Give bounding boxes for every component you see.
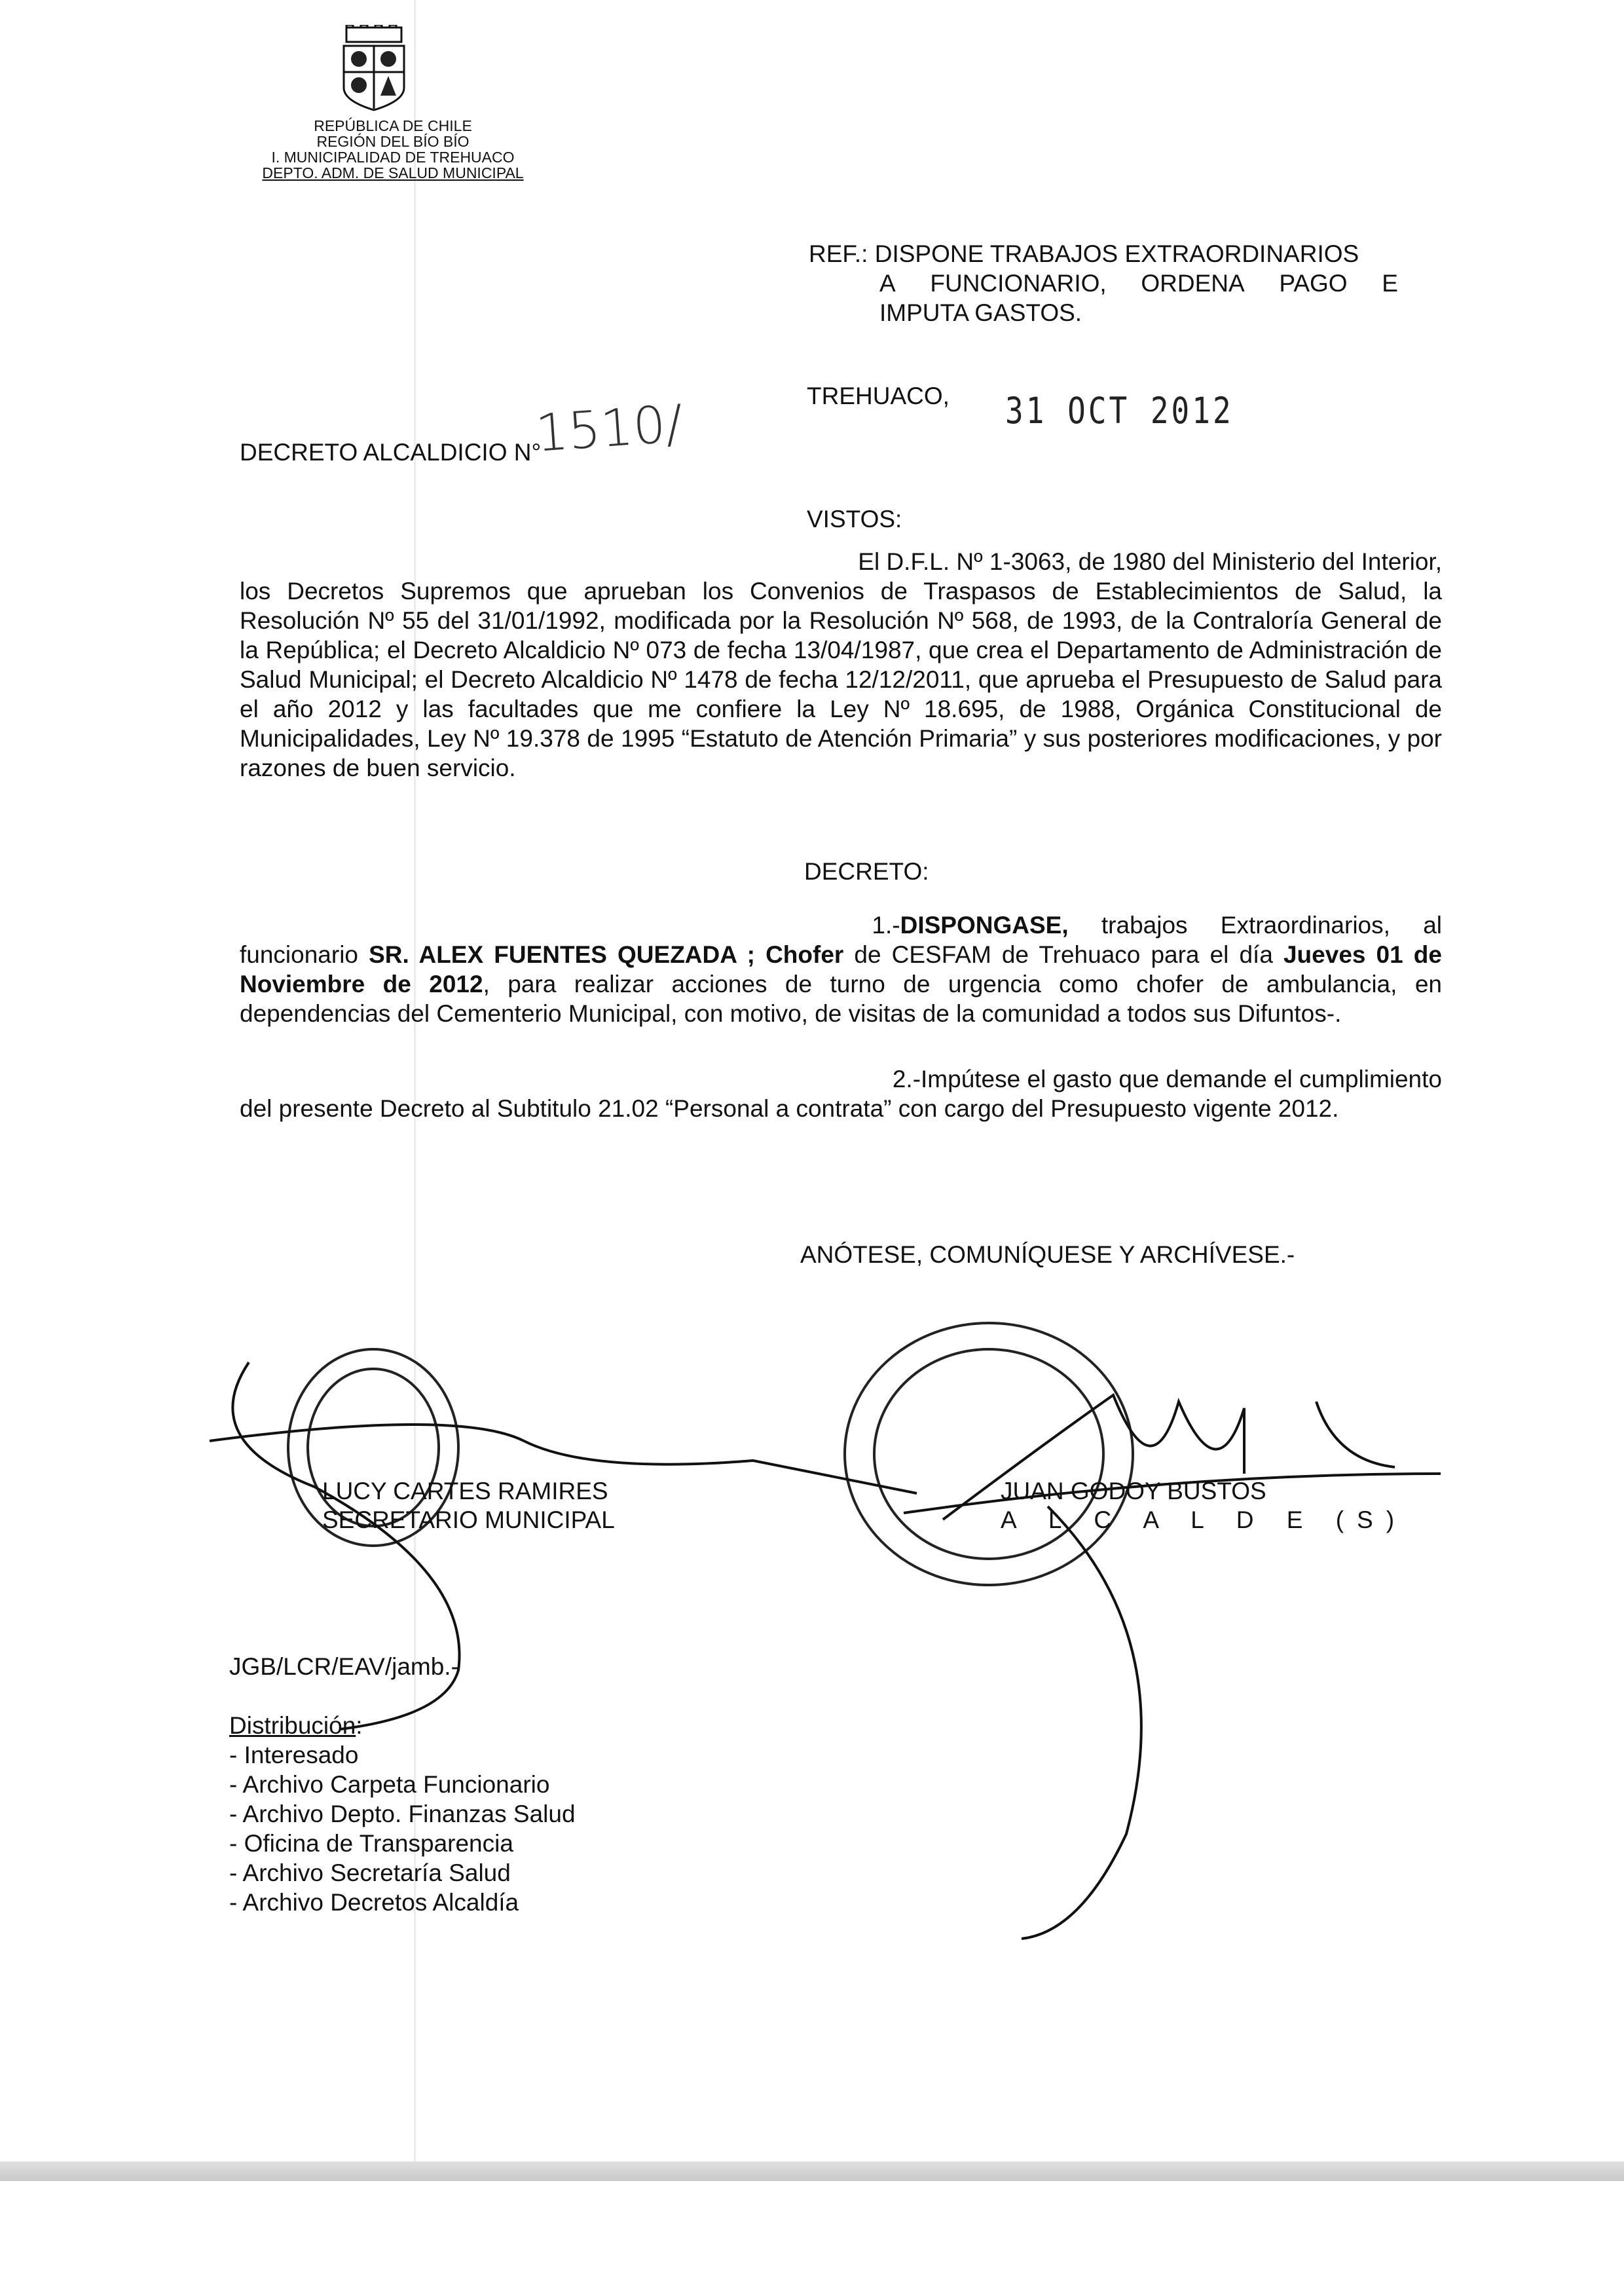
distribution-list: Distribución: - Interesado - Archivo Carpeta Funcionario - Archivo Depto. Finanzas Salud - Oficina de Transparencia - Archivo Secretaría Salud - Archivo Decretos Alcaldía [229, 1712, 576, 1916]
vistos-paragraph [240, 547, 1442, 783]
item-2-body: del presente Decreto al Subtitulo 21.02 “Personal a contrata” con cargo del Presupuesto vigente 2012. [240, 1095, 1339, 1122]
distribution-item: - Archivo Secretaría Salud [229, 1859, 511, 1886]
scan-bottom-edge [0, 2161, 1624, 2181]
ref-word: PAGO [1279, 270, 1348, 297]
distribution-heading: Distribución [229, 1712, 356, 1739]
vistos-label: VISTOS: [807, 506, 902, 532]
item-text: de CESFAM de Trehuaco para el día [843, 941, 1283, 968]
signer-title: SECRETARIO MUNICIPAL [322, 1506, 615, 1533]
secretary-signature-block [322, 1477, 615, 1535]
ref-word: E [1382, 270, 1398, 297]
item-2-first-line: 2.-Impútese el gasto que demande el cumplimiento [892, 1066, 1442, 1092]
date-stamp: 31 OCT 2012 [1005, 389, 1234, 432]
item-number: 1.- [872, 912, 900, 939]
item-1-first-line [240, 910, 1442, 940]
decree-label: DECRETO ALCALDICIO N° [240, 439, 542, 466]
decreto-label: DECRETO: [804, 858, 929, 885]
initials: JGB/LCR/EAV/jamb.- [229, 1653, 459, 1680]
place: TREHUACO, [807, 382, 950, 409]
work-date: Jueves 01 de Noviembre de 2012 [240, 941, 1442, 998]
item-text: funcionario [240, 941, 369, 968]
mayor-seal-icon [845, 1323, 1133, 1585]
letterhead-line: DEPTO. ADM. DE SALUD MUNICIPAL [262, 164, 524, 181]
mayor-signature-block [1001, 1477, 1407, 1535]
item-2-paragraph [240, 1064, 1442, 1123]
distribution-item: - Archivo Depto. Finanzas Salud [229, 1801, 576, 1827]
item-text: , para realizar acciones de turno de urgencia como chofer de ambulancia, en dependencias del Cementerio Municipal, con motivo, de visitas de la comunidad a todos sus Difuntos-. [240, 971, 1442, 1027]
ref-line: IMPUTA GASTOS. [879, 299, 1082, 326]
distribution-item: - Archivo Carpeta Funcionario [229, 1771, 550, 1798]
item-1-paragraph [240, 910, 1442, 1028]
employee-name: SR. ALEX FUENTES QUEZADA ; Chofer [369, 941, 844, 968]
letterhead-line: I. MUNICIPALIDAD DE TREHUACO [271, 149, 515, 166]
item-text: trabajos Extraordinarios, al [1068, 912, 1442, 939]
ref-word: FUNCIONARIO, [930, 270, 1107, 297]
decree-number-handwritten: 1510/ [534, 394, 685, 464]
letterhead [249, 118, 537, 181]
signer-name: LUCY CARTES RAMIRES [322, 1478, 608, 1504]
vistos-body: los Decretos Supremos que aprueban los Convenios de Traspasos de Establecimientos de Salud, la Resolución Nº 55 del 31/01/1992, modificada por la Resolución Nº 568, de 1993, de la Contraloría General de la República; el Decreto Alcaldicio Nº 073 de fecha 13/04/1987, que crea el Departamento de Administración de Salud Municipal; el Decreto Alcaldicio Nº 1478 de fecha 12/12/2011, que aprueba el Presupuesto de Salud para el año 2012 y las facultades que me confiere la Ley Nº 18.695, de 1988, Orgánica Constitucional de Municipalidades, Ley Nº 19.378 de 1995 “Estatuto de Atención Primaria” y sus posteriores modificaciones, y por razones de buen servicio. [240, 578, 1442, 781]
ref-word: A [879, 270, 896, 297]
distribution-item: - Archivo Decretos Alcaldía [229, 1889, 519, 1916]
signer-title: A L C A L D E (S) [1001, 1506, 1408, 1533]
distribution-item: - Oficina de Transparencia [229, 1830, 513, 1857]
closing-formula: ANÓTESE, COMUNÍQUESE Y ARCHÍVESE.- [800, 1241, 1295, 1268]
letterhead-line: REGIÓN DEL BÍO BÍO [316, 133, 470, 150]
signer-name: JUAN GODOY BUSTOS [1001, 1478, 1266, 1504]
ref-line [809, 269, 1398, 298]
reference-block [809, 239, 1398, 327]
letterhead-line: REPÚBLICA DE CHILE [314, 117, 472, 134]
vistos-first-line: El D.F.L. Nº 1-3063, de 1980 del Ministerio del Interior, [858, 548, 1442, 575]
ref-word: ORDENA [1141, 270, 1245, 297]
distribution-item: - Interesado [229, 1742, 359, 1768]
ref-line: REF.: DISPONE TRABAJOS EXTRAORDINARIOS [809, 240, 1359, 267]
item-verb: DISPONGASE, [900, 912, 1069, 939]
municipal-crest-logo [337, 25, 411, 111]
